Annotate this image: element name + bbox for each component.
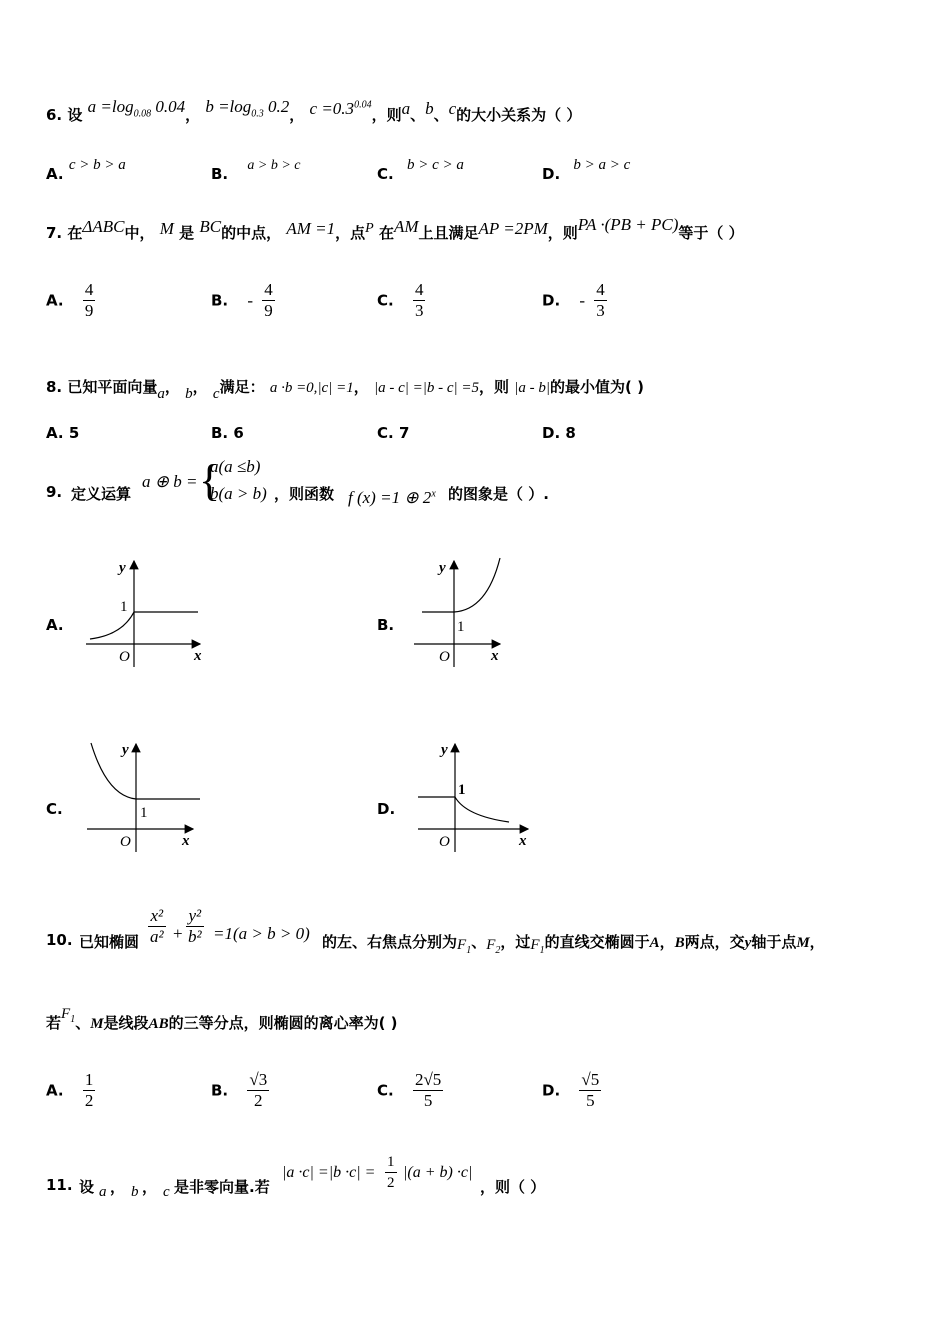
q8-option-c[interactable]: C. 7 — [377, 424, 410, 442]
q7-option-d[interactable]: D. - $\frac{4}{3}$ — [542, 280, 605, 320]
q9-graph-c[interactable] — [85, 738, 200, 853]
q10-frac-x: $\frac{\text{x²}}{\text{a²}}$ — [150, 906, 164, 946]
graph-c-origin: O — [120, 834, 131, 850]
q6-expr-c: $c =0.3^{0.04}$ — [309, 99, 372, 118]
graph-a-y-label: y — [119, 560, 126, 576]
graph-c-one: 1 — [140, 805, 148, 821]
q9-option-d[interactable]: D. — [377, 800, 396, 818]
q8-option-a[interactable]: A. 5 — [46, 424, 80, 442]
q10-option-d[interactable]: D. $\frac{√5}{5}$ — [542, 1070, 600, 1110]
q9-func: f (x) =1 ⊕ 2$^x$ — [348, 488, 436, 507]
q8-option-b[interactable]: B. 6 — [211, 424, 244, 442]
graph-d-one: 1 — [458, 782, 466, 798]
q6-option-a[interactable]: A. c > b > a — [46, 157, 126, 183]
q9-brace: { — [199, 456, 221, 505]
graph-b-one: 1 — [457, 619, 465, 635]
graph-b-x-label: x — [491, 648, 499, 664]
q9-option-b[interactable]: B. — [377, 616, 395, 634]
q10-option-c[interactable]: C. $\frac{2√5}{5}$ — [377, 1070, 442, 1110]
q8-number: 8. — [46, 378, 63, 396]
q11-half: $\frac{1}{2}$ — [387, 1154, 395, 1191]
graph-d-x-label: x — [519, 833, 527, 849]
q9-graph-b[interactable] — [412, 555, 512, 670]
graph-a-one: 1 — [120, 599, 128, 615]
q9-option-c[interactable]: C. — [46, 800, 63, 818]
q6-expr-a: $a =\log_{0.08}$ 0.04 — [87, 97, 186, 120]
q6-stem: 6. 设 $a =\log_{0.08}$ 0.04， $b =\log_{0.3}$ 0.2， $c =0.3^{0.04}$，则a、b、c的大小关系为（ ） — [46, 97, 582, 124]
q6-option-b[interactable]: B. a > b > c — [211, 158, 301, 183]
q8-option-d[interactable]: D. 8 — [542, 424, 576, 442]
q7-number: 7. — [46, 224, 63, 242]
q7-option-c[interactable]: C. $\frac{4}{3}$ — [377, 280, 424, 320]
graph-c-x-label: x — [182, 833, 190, 849]
graph-d-origin: O — [439, 834, 450, 850]
graph-c-y-label: y — [122, 742, 129, 758]
q10-frac-y: $\frac{\text{y²}}{\text{b²}}$ — [188, 906, 202, 946]
q6-lead: 设 — [67, 106, 83, 124]
q6-expr-b: $b =\log_{0.3}$ 0.2 — [205, 97, 290, 120]
graph-a-x-label: x — [194, 648, 202, 664]
q6-tail: 的大小关系为（ ） — [456, 106, 582, 124]
q9-option-a[interactable]: A. — [46, 616, 64, 634]
q7-option-a[interactable]: A. $\frac{4}{9}$ — [46, 280, 94, 320]
graph-b-y-label: y — [439, 560, 446, 576]
q6-option-c[interactable]: C. b > c > a — [377, 157, 464, 183]
q7-stem: 7. 在ΔABC中， M 是 BC的中点， AM =1，点P 在AM上且满足AP =2PM，则PA ·(PB + PC)等于（ ） — [46, 215, 744, 242]
q6-number: 6. — [46, 106, 63, 124]
q8-stem: 8. 已知平面向量a， b， c满足： a ·b =0,|c| =1， |a - c| =|b - c| =5，则 |a - b|的最小值为( ) — [46, 378, 644, 402]
graph-a-origin: O — [119, 649, 130, 665]
graph-d-y-label: y — [441, 742, 448, 758]
q10-stem-line2: 若$F_1$、M是线段AB的三等分点，则椭圆的离心率为( ) — [46, 1006, 398, 1032]
graph-b-origin: O — [439, 649, 450, 665]
q10-option-a[interactable]: A. $\frac{1}{2}$ — [46, 1070, 94, 1110]
q7-option-b[interactable]: B. - $\frac{4}{9}$ — [211, 280, 273, 320]
q10-number: 10. — [46, 931, 73, 949]
q11-number: 11. — [46, 1176, 73, 1194]
q10-option-b[interactable]: B. $\frac{√3}{2}$ — [211, 1070, 268, 1110]
q9-graph-d[interactable] — [416, 738, 536, 853]
q9-number: 9. — [46, 483, 63, 501]
q6-option-d[interactable]: D. b > a > c — [542, 157, 631, 183]
q9-graph-a[interactable] — [82, 555, 212, 670]
